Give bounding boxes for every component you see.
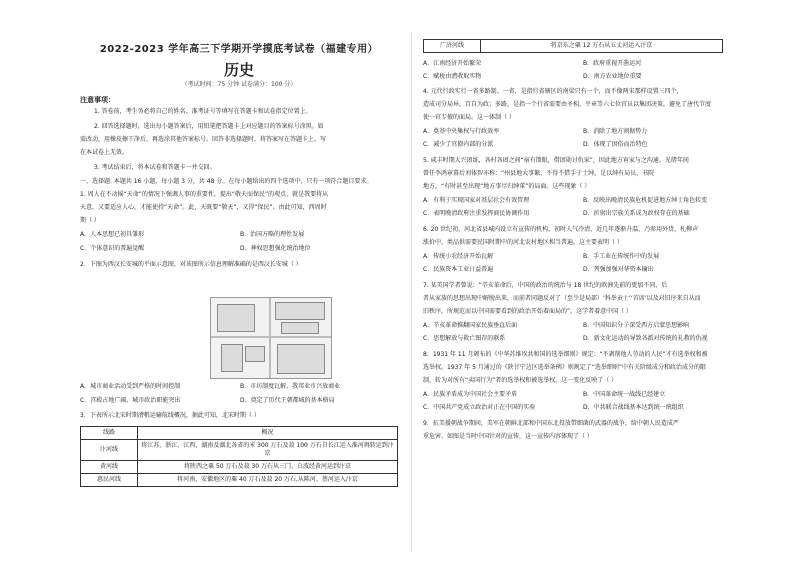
q4-option-b: B．消除了地方割据势力	[583, 128, 648, 135]
q8-line: 制，转为对所有“卖国行为”者的选举权和被选举权。这一变化反映了（ ）	[423, 377, 618, 384]
q6-line: 6. 20 世纪初，河北省县城内设立有宣传的机构，初时人气冷清，近几年逐渐升温，乃参用外货，札柳声	[423, 226, 699, 233]
q1-option-c: C．个体意识的普遍觉醒	[80, 245, 145, 252]
q4-line: 使一官专擅的面局。这一体制（ ）	[423, 114, 515, 121]
q1-option-b: B．治国方略的理性发展	[240, 231, 305, 238]
q8-option-c: C．中国共产党成立政治对正在中国的实验	[423, 404, 536, 411]
q2-option-c: C．宫殿占地广阔，城市政治职能突出	[80, 397, 181, 404]
table-cell: 汴河线	[81, 440, 138, 461]
subject-title: 历史	[223, 61, 254, 79]
notice-item: 1. 答卷前，考生务必将自己的姓名、准考证号等填写在答题卡和试卷指定位置上。	[94, 108, 312, 115]
q8-line: 选举权。1937 年 5 月通过的《陕甘宁边区选举条例》则规定了“选举细则”中有关阶级成分和政治成分的限	[423, 364, 707, 371]
q8-option-a: A．民族矛盾成为中国社会主要矛盾	[423, 391, 518, 398]
q8-option-d: D．中共联合战线基本达到统一统组织	[583, 404, 684, 411]
table-row	[424, 40, 723, 53]
q1-option-d: D．神权思想强化统治地位	[240, 245, 311, 252]
q3-option-d: D．南方农业地位重要	[583, 73, 642, 80]
q7-option-b: B．中国知识分子深受西方启蒙思想影响	[583, 322, 690, 329]
changan-city-map	[210, 297, 332, 379]
q3-option-b: B．政府重视开凿运河	[583, 60, 642, 67]
column-divider	[411, 32, 412, 552]
table-cell: 将陕西之粟 50 万石及菽 30 万石从三门、白波经黄河运到汴京	[138, 461, 398, 474]
table-cell: 广济河线	[424, 40, 481, 53]
table-row	[81, 474, 398, 487]
q8-line: 8．1931 年 11 月颁布的《中华苏维埃共和国的选举细则》规定：“不剥削他人劳动的人民”才有选举权和被	[423, 351, 708, 358]
table-cell: 将河南、安徽地区的粟 40 万石及菽 20 万石,从陈河、蔡河运入汴京	[138, 474, 398, 487]
table-cell: 将江苏、浙江、江西、湖南及湖北各省的米 300 万石及菽 100 万石自长江运入淮河再转运到汴京	[138, 440, 398, 461]
q5-line: 曾任李鸿章幕后刘体智亦称：“州县地大事繁，不得不借手于士绅，是以绅有局员，书院	[423, 170, 655, 177]
q4-option-d: D．体现了因俗而治特色	[583, 141, 648, 148]
table-row	[81, 461, 398, 474]
notice-item: 2. 回答选择题时，选出每小题答案后，用铅笔把答题卡上对应题目的答案标号涂黑。如	[94, 123, 324, 130]
q6-line: 涨价中，类品供需要民国时期中的河北农村地区相当普遍。这主要表明（ ）	[423, 239, 623, 246]
q6-option-d: D．列强加强对华资本输出	[583, 266, 654, 273]
q1-line: 期（ ）	[80, 217, 100, 224]
q7-option-c: C．思想解放与救亡图存的联系	[423, 335, 506, 342]
q5-option-c: C．表明晚清政府注重发挥商民协调作用	[423, 210, 530, 217]
q8-option-b: B．中国革命统一战线已经建立	[583, 391, 666, 398]
q5-option-d: D．折射出宗族关系成为政权存在的基础	[583, 210, 690, 217]
q1-line: 1. 周人在不动摇“天命”的情况下强调人事的重要性，提出“敬天而保民”的观点，就是我要将从	[80, 191, 329, 198]
table-cell: 黄河线	[81, 461, 138, 474]
q9-line: 9．抗美援朝战争期间，美军在朝鲜北部和中国东北投放带细菌的武器的战争，给中朝人民造成严	[423, 420, 679, 427]
q2-option-b: B．市坊制度瓦解，我邦业市兴放商业	[240, 383, 341, 390]
q2-stem: 2．下图为西汉长安城的平面示意图，对该图所示信息理解准确的是西汉长安城（ ）	[80, 261, 302, 268]
q5-option-b: B．反映出晚清民族危机促进地方绅士角色转变	[583, 197, 708, 204]
q5-line: 5. 咸丰时期大兴团练，各村各团之间“宿有馈眼，借团勋讨仇家”，因此地方宵家与之沟通。光绪年间	[423, 157, 689, 164]
q5-option-a: A．有利于实现国家对基层社会有效管理	[423, 197, 530, 204]
exam-info: （考试时间：75 分钟 试卷满分：100 分）	[181, 81, 297, 88]
q6-option-a: A．传统小农经济开始瓦解	[423, 253, 494, 260]
notice-item: 3. 考试结束后，将本试卷和答题卡一并交回。	[94, 164, 216, 171]
notice-item: 需改动，用橡皮擦干净后，再选涂其他答案标号。回答非选择题时，将答案写在答题卡上。写	[80, 136, 327, 143]
q4-line: 4. 元代行政实行一省多路制。一省，是指行省辖区的南梁只有一个，而不像两宋那样设置三四个，	[423, 88, 683, 95]
q6-option-c: C．民族资本工业日益普遍	[423, 266, 494, 273]
q2-option-d: D．奠定了历代王朝都城的基本格局	[240, 397, 335, 404]
q4-option-c: C．减少了官僚内部的分派	[423, 141, 494, 148]
q5-line: 地方，“有时甚至出现“地方事尽归绅董”的局面。这些现象（ ）	[423, 183, 591, 190]
q1-line: 天意，又要适应人心，才能使持“天命”。此，天既要“敬天”，又得“保民”。由此可知，西周时	[80, 204, 327, 211]
notice-title: 注意事项：	[80, 96, 115, 104]
q1-option-a: A．人本思想已初具雏形	[80, 231, 145, 238]
q7-option-d: D．新文化运动的导致各派对传统的礼教的仇视	[583, 335, 708, 342]
q9-line: 重危害。如图是当时中国针对的宣传，这一宣传内容体现了（ ）	[423, 433, 593, 440]
q4-line: 造成司分局异，百自为政；多路，是指一个行省需要由圣相、平章等六七位官员以集团决策，避免了唐代节度	[423, 101, 712, 108]
q2-option-a: A．城市商业活动受到严格的时间控制	[80, 383, 181, 390]
q3-stem: 3．下表所示北宋时期漕粮运输航线概况，据此可知，北宋时期（ ）	[80, 412, 260, 419]
exam-title: 2022-2023 学年高三下学期开学摸底考试卷（福建专用）	[99, 44, 379, 55]
q7-line: 7. 某美国学者曾说：“辛亥革命后，中国的政治的统治与 18 世纪的欧洲先前的更加不同，后	[423, 282, 668, 289]
q3-table-continued	[423, 39, 723, 53]
table-cell: 惠民河线	[81, 474, 138, 487]
q7-line: 者从家族的思想出现中解脱出来，而前者同题反对了（至少是局部）‘科举贡士’‘首席’以及对旧序来自从而	[423, 295, 701, 302]
q3-option-c: C．赋税由漕收取实物	[423, 73, 482, 80]
q7-line: 旧秩序，所规范而以中国需要看到的政治开始着面局的”。这学者着意中国（ ）	[423, 308, 633, 315]
table-cell: 将京东之粟 12 万石从五丈河运入汴京	[481, 40, 723, 53]
q3-option-a: A．江南经济开始繁荣	[423, 60, 482, 67]
section-heading: 一、选择题. 本题共 16 小题，每小题 3 分，共 48 分。在每小题给出的四个选项中，只有一项符合题目要求。	[80, 178, 373, 185]
table-row	[81, 440, 398, 461]
table-header: 线路	[81, 427, 138, 440]
q4-option-a: A．奠基中央集权与行政效率	[423, 128, 500, 135]
q3-table	[80, 426, 398, 487]
q7-option-a: A．辛亥革命推翻国家民族垂直后面	[423, 322, 518, 329]
table-header: 概况	[138, 427, 398, 440]
notice-item: 在本试卷上无效。	[80, 149, 129, 156]
q6-option-b: B．手工业在传统作中的发展	[583, 253, 660, 260]
